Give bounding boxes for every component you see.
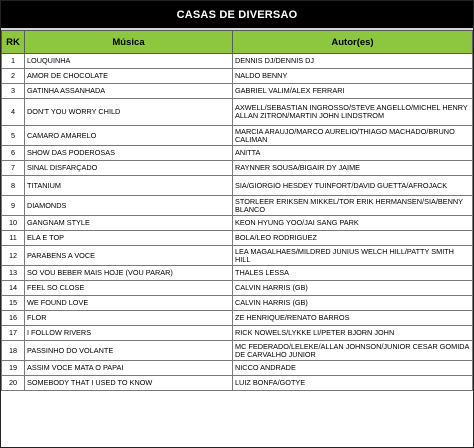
authors-cell: NICCO ANDRADE <box>233 361 473 376</box>
authors-cell: RAYNNER SOUSA/BIGAIR DY JAIME <box>233 161 473 176</box>
song-cell: SINAL DISFARÇADO <box>25 161 233 176</box>
table-row <box>2 99 473 126</box>
ranking-table <box>1 30 473 391</box>
table-row <box>2 361 473 376</box>
table-row <box>2 296 473 311</box>
page-title: CASAS DE DIVERSAO <box>1 1 473 30</box>
rank-cell: 16 <box>2 311 25 326</box>
table-row <box>2 341 473 361</box>
table-row <box>2 326 473 341</box>
rank-cell: 2 <box>2 69 25 84</box>
song-cell: I FOLLOW RIVERS <box>25 326 233 341</box>
authors-cell: ANITTA <box>233 146 473 161</box>
song-cell: DIAMONDS <box>25 196 233 216</box>
rank-cell: 20 <box>2 376 25 391</box>
authors-cell: CALVIN HARRIS (GB) <box>233 296 473 311</box>
table-row <box>2 176 473 196</box>
song-cell: ASSIM VOCE MATA O PAPAI <box>25 361 233 376</box>
rank-cell: 7 <box>2 161 25 176</box>
song-cell: PASSINHO DO VOLANTE <box>25 341 233 361</box>
authors-cell: SIA/GIORGIO HESDEY TUINFORT/DAVID GUETTA/AFROJACK <box>233 176 473 196</box>
authors-cell: LUIZ BONFA/GOTYE <box>233 376 473 391</box>
table-row <box>2 196 473 216</box>
rank-cell: 3 <box>2 84 25 99</box>
song-cell: WE FOUND LOVE <box>25 296 233 311</box>
table-row <box>2 266 473 281</box>
authors-cell: AXWELL/SEBASTIAN INGROSSO/STEVE ANGELLO/MICHEL HENRY ALLAN ZITRON/MARTIN JOHN LINDSTROM <box>233 99 473 126</box>
song-cell: TITANIUM <box>25 176 233 196</box>
authors-cell: RICK NOWELS/LYKKE LI/PETER BJORN JOHN <box>233 326 473 341</box>
authors-cell: BOLA/LEO RODRIGUEZ <box>233 231 473 246</box>
song-cell: DON'T YOU WORRY CHILD <box>25 99 233 126</box>
rank-cell: 11 <box>2 231 25 246</box>
table-row <box>2 161 473 176</box>
table-row <box>2 246 473 266</box>
table-row <box>2 84 473 99</box>
song-cell: GATINHA ASSANHADA <box>25 84 233 99</box>
rank-cell: 4 <box>2 99 25 126</box>
rank-cell: 14 <box>2 281 25 296</box>
rank-cell: 6 <box>2 146 25 161</box>
authors-cell: KEON HYUNG YOO/JAI SANG PARK <box>233 216 473 231</box>
song-cell: SOMEBODY THAT I USED TO KNOW <box>25 376 233 391</box>
table-row <box>2 126 473 146</box>
table-row <box>2 54 473 69</box>
authors-cell: LEA MAGALHAES/MILDRED JUNIUS WELCH HILL/PATTY SMITH HILL <box>233 246 473 266</box>
rank-cell: 8 <box>2 176 25 196</box>
table-row <box>2 376 473 391</box>
authors-cell: NALDO BENNY <box>233 69 473 84</box>
authors-cell: DENNIS DJ/DENNIS DJ <box>233 54 473 69</box>
song-cell: FLOR <box>25 311 233 326</box>
rank-cell: 15 <box>2 296 25 311</box>
song-cell: LOUQUINHA <box>25 54 233 69</box>
song-cell: AMOR DE CHOCOLATE <box>25 69 233 84</box>
rank-cell: 19 <box>2 361 25 376</box>
song-cell: SO VOU BEBER MAIS HOJE (VOU PARAR) <box>25 266 233 281</box>
authors-cell: CALVIN HARRIS (GB) <box>233 281 473 296</box>
song-cell: FEEL SO CLOSE <box>25 281 233 296</box>
table-row <box>2 311 473 326</box>
authors-cell: GABRIEL VALIM/ALEX FERRARI <box>233 84 473 99</box>
authors-cell: THALES LESSA <box>233 266 473 281</box>
table-row <box>2 69 473 84</box>
rank-cell: 13 <box>2 266 25 281</box>
table-row <box>2 146 473 161</box>
authors-cell: STORLEER ERIKSEN MIKKEL/TOR ERIK HERMANSEN/SIA/BENNY BLANCO <box>233 196 473 216</box>
song-cell: SHOW DAS PODEROSAS <box>25 146 233 161</box>
song-cell: CAMARO AMARELO <box>25 126 233 146</box>
song-cell: ELA E TOP <box>25 231 233 246</box>
rank-cell: 17 <box>2 326 25 341</box>
rank-cell: 9 <box>2 196 25 216</box>
table-row <box>2 231 473 246</box>
authors-cell: MARCIA ARAUJO/MARCO AURELIO/THIAGO MACHADO/BRUNO CALIMAN <box>233 126 473 146</box>
song-cell: GANGNAM STYLE <box>25 216 233 231</box>
authors-cell: ZE HENRIQUE/RENATO BARROS <box>233 311 473 326</box>
table-header-row <box>2 31 473 54</box>
rank-cell: 5 <box>2 126 25 146</box>
table-row <box>2 281 473 296</box>
rank-cell: 1 <box>2 54 25 69</box>
rank-cell: 10 <box>2 216 25 231</box>
authors-cell: MC FEDERADO/LELEKE/ALLAN JOHNSON/JUNIOR CESAR GOMIDA DE CARVALHO JUNIOR <box>233 341 473 361</box>
column-header-rk: RK <box>2 31 25 54</box>
song-cell: PARABENS A VOCE <box>25 246 233 266</box>
column-header-autores: Autor(es) <box>233 31 473 54</box>
rank-cell: 18 <box>2 341 25 361</box>
column-header-musica: Música <box>25 31 233 54</box>
rank-cell: 12 <box>2 246 25 266</box>
table-row <box>2 216 473 231</box>
